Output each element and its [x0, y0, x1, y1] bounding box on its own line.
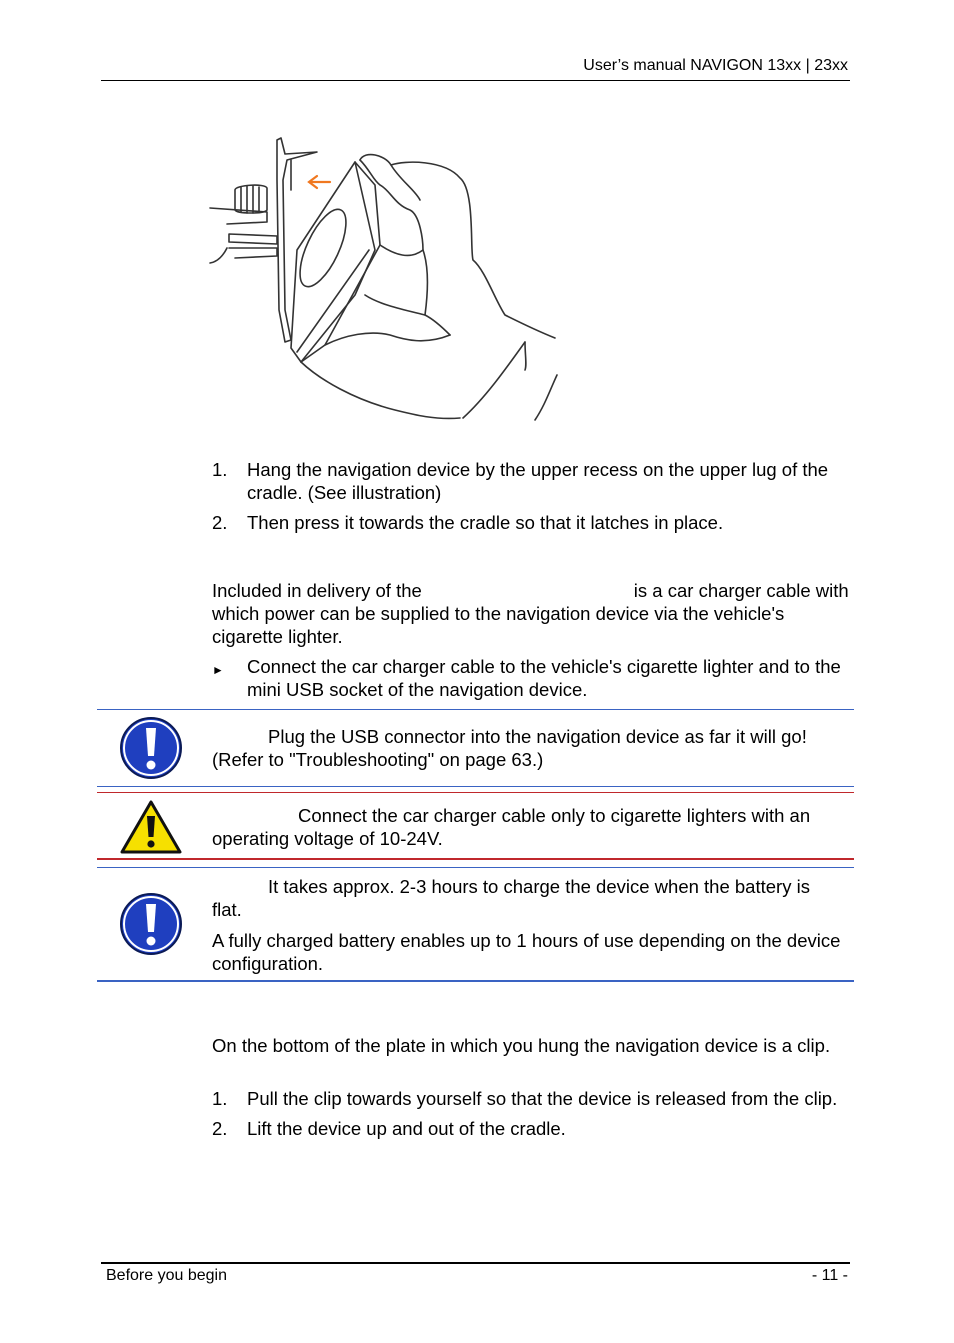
step-text: Lift the device up and out of the cradle. — [247, 1118, 566, 1139]
warning-text — [212, 804, 842, 850]
step-text: Then press it towards the cradle so that it latches in place. — [247, 512, 724, 533]
warning-body: Connect the car charger cable only to cigarette lighters with an operating voltage of 10-24V. — [212, 805, 811, 849]
list-item — [212, 1087, 852, 1110]
list-item — [212, 655, 852, 701]
arrow-left-icon — [309, 176, 330, 188]
warning-bottom-rule — [97, 858, 854, 860]
step-number: 1. — [212, 459, 228, 480]
step-number: 2. — [212, 512, 228, 533]
page-number: - 11 - — [811, 1267, 848, 1284]
note-top-rule — [97, 867, 854, 868]
footer-section: Before you begin — [106, 1267, 227, 1284]
step-number: 2. — [212, 1118, 228, 1139]
exclamation-circle-icon — [119, 892, 183, 956]
bullet-text: Connect the car charger cable to the vehicle's cigarette lighter and to the mini USB socket of the navigation device. — [247, 656, 841, 700]
list-item — [212, 458, 852, 504]
note-bottom-rule — [97, 980, 854, 982]
step-number: 1. — [212, 1088, 228, 1109]
note-text — [212, 725, 842, 771]
note-body: It takes approx. 2-3 hours to charge the device when the battery is flat. — [212, 876, 810, 920]
list-item — [212, 1117, 852, 1140]
header-rule — [101, 80, 850, 81]
charger-intro — [212, 579, 852, 648]
warning-top-rule — [97, 792, 854, 793]
removal-intro: On the bottom of the plate in which you hung the navigation device is a clip. — [212, 1035, 831, 1056]
note-top-rule — [97, 709, 854, 710]
note-bottom-rule — [97, 786, 854, 787]
bullet-arrow-icon: ► — [212, 663, 224, 677]
step-text: Hang the navigation device by the upper recess on the upper lug of the cradle. (See illustration) — [247, 459, 829, 503]
cradle-mount-illustration — [205, 130, 565, 425]
mount-steps-list — [212, 458, 852, 541]
exclamation-circle-icon — [119, 716, 183, 780]
page-header-title: User’s manual NAVIGON 13xx | 23xx — [583, 57, 848, 74]
charger-intro-part2: is a car charger cable with which power can be supplied to the navigation device via the vehicle's cigarette lighter. — [212, 580, 849, 647]
list-item — [212, 511, 852, 534]
note-body: Plug the USB connector into the navigation device as far it will go! (Refer to "Troubleshooting" on page 63.) — [212, 726, 807, 770]
note-body: A fully charged battery enables up to 1 hours of use depending on the device configuration. — [212, 930, 841, 974]
removal-steps-list — [212, 1087, 852, 1147]
footer-rule — [101, 1262, 850, 1264]
charger-bullet — [212, 655, 852, 708]
charger-intro-part1: Included in delivery of the — [212, 580, 422, 601]
warning-triangle-icon — [120, 800, 182, 854]
note-text — [212, 875, 842, 975]
step-text: Pull the clip towards yourself so that the device is released from the clip. — [247, 1088, 838, 1109]
